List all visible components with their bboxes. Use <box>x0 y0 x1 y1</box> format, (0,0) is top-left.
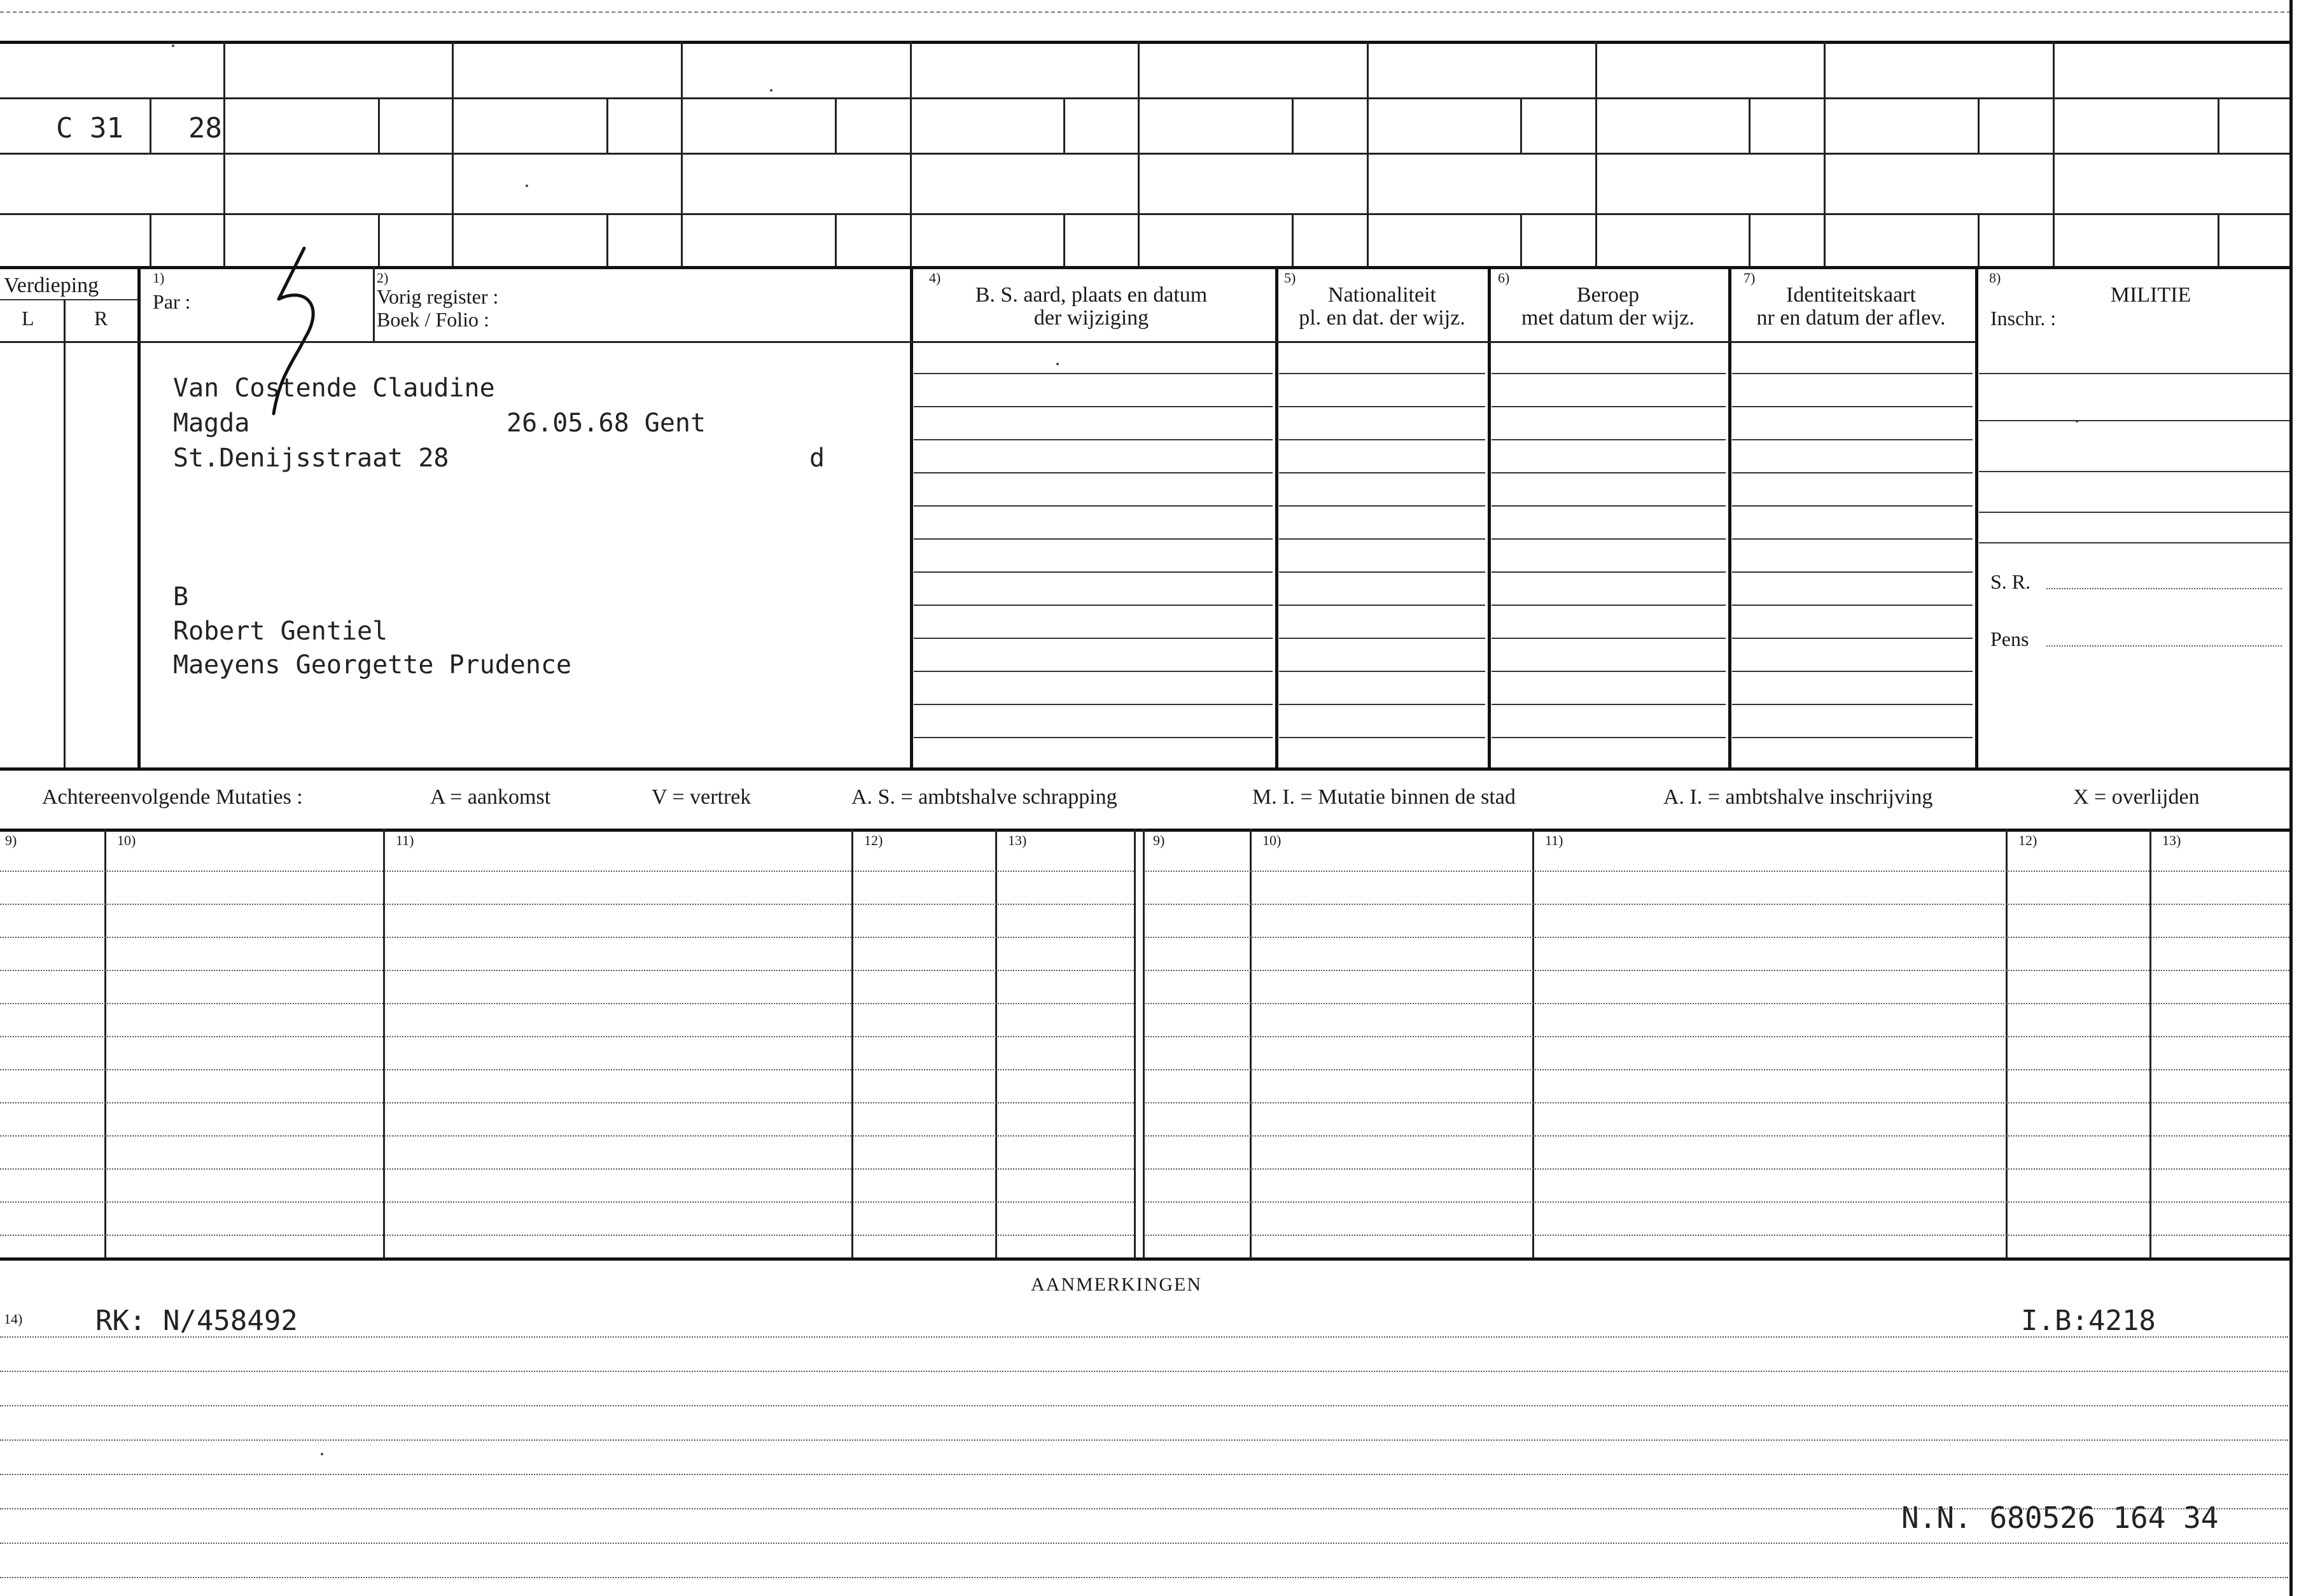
militie-header: MILITIE <box>2110 283 2191 307</box>
field-number: 1) <box>153 270 165 286</box>
ruled-line <box>1279 737 1485 738</box>
ruled-line <box>1732 505 1973 507</box>
ruled-line <box>0 1168 1134 1170</box>
grid-line <box>606 97 608 153</box>
column-number: 11) <box>396 832 414 848</box>
ruled-line <box>1732 373 1973 374</box>
bs-header-line1: B. S. aard, plaats en datum <box>975 283 1208 307</box>
grid-line <box>1749 97 1750 153</box>
ruled-line <box>914 737 1273 738</box>
grid-line <box>378 213 380 266</box>
handwritten-stroke <box>274 248 313 414</box>
ruled-line <box>1279 439 1485 440</box>
par-label: Par : <box>153 290 191 313</box>
ruled-line <box>1279 373 1485 374</box>
mutaties-title: Achtereenvolgende Mutaties : <box>42 785 303 809</box>
ruled-line <box>1492 538 1726 540</box>
left-label: L <box>22 307 34 330</box>
grid-line <box>1975 266 1978 767</box>
beroep-line1: Beroep <box>1576 283 1640 307</box>
ruled-line <box>1492 704 1726 705</box>
ruled-line <box>914 406 1273 407</box>
ruled-line <box>1979 373 2289 374</box>
ruled-line <box>1145 1235 2289 1236</box>
ruled-line <box>1732 439 1973 440</box>
pens-fill-line <box>2046 645 2282 647</box>
ruled-line <box>914 373 1273 374</box>
grid-line <box>1143 829 1145 1257</box>
person-mother: Maeyens Georgette Prudence <box>173 650 572 680</box>
grid-line <box>150 97 151 153</box>
ruled-line <box>1979 420 2289 421</box>
rule <box>0 767 2291 771</box>
ruled-line <box>1279 638 1485 639</box>
person-name-line: Van Costende Claudine <box>173 374 495 403</box>
legend-overlijden: X = overlijden <box>2073 785 2200 809</box>
right-label: R <box>94 307 108 330</box>
grid-line <box>452 41 454 266</box>
nationaliteit-line2: pl. en dat. der wijz. <box>1299 305 1465 330</box>
person-mark: d <box>809 444 825 473</box>
ruled-line <box>0 970 1134 971</box>
column-number: 9) <box>1153 832 1165 848</box>
ruled-line <box>1492 472 1726 473</box>
grid-line <box>383 829 385 1257</box>
grid-line <box>2218 97 2219 153</box>
ib-number: I.B:4218 <box>2021 1305 2156 1337</box>
ruled-line <box>1279 472 1485 473</box>
sr-label: S. R. <box>1990 570 2031 593</box>
ruled-line <box>1279 505 1485 507</box>
column-number: 10) <box>117 832 136 848</box>
verdieping-label: Verdieping <box>4 274 99 297</box>
grid-line <box>1138 41 1140 266</box>
ruled-line <box>1145 1168 2289 1170</box>
ruled-line <box>914 571 1273 573</box>
nationaliteit-line1: Nationaliteit <box>1328 283 1436 307</box>
ruled-line <box>0 904 1134 905</box>
column-number: 11) <box>1545 832 1563 848</box>
ruled-line <box>1145 1201 2289 1203</box>
scan-speck <box>1056 363 1059 365</box>
grid-line <box>378 97 380 153</box>
field-number: 4) <box>929 270 941 286</box>
grid-line <box>1595 41 1597 266</box>
grid-line <box>1250 829 1252 1257</box>
ruled-line <box>1732 671 1973 672</box>
rule <box>0 1257 2291 1261</box>
rule <box>0 153 2291 155</box>
ruled-line <box>1492 439 1726 440</box>
ruled-line <box>914 638 1273 639</box>
ruled-line <box>914 472 1273 473</box>
grid-line <box>1824 41 1826 266</box>
grid-line <box>606 213 608 266</box>
grid-line <box>835 97 837 153</box>
ruled-line <box>914 671 1273 672</box>
card-right-edge <box>2289 0 2293 1596</box>
beroep-header <box>1488 284 1728 329</box>
field-number: 2) <box>377 270 389 286</box>
ruled-line <box>1492 605 1726 606</box>
ruled-line <box>1732 472 1973 473</box>
person-father: Robert Gentiel <box>173 617 388 646</box>
field-number: 8) <box>1989 270 2001 286</box>
ruled-line <box>0 1201 1134 1203</box>
ruled-line <box>0 1508 2288 1509</box>
person-code: B <box>173 582 189 612</box>
grid-line <box>2053 41 2055 266</box>
ruled-line <box>1979 542 2289 543</box>
ruled-line <box>1145 937 2289 938</box>
person-firstname: Magda <box>173 409 250 438</box>
grid-line <box>1063 97 1065 153</box>
scan-edge-line <box>0 11 2291 13</box>
ruled-line <box>1492 373 1726 374</box>
ruled-line <box>0 1474 2288 1475</box>
nationaliteit-header <box>1275 284 1489 329</box>
grid-line <box>1532 829 1534 1257</box>
ruled-line <box>1279 671 1485 672</box>
grid-line <box>2006 829 2008 1257</box>
grid-line <box>681 41 683 266</box>
rule <box>0 41 2291 44</box>
grid-line <box>1978 97 1980 153</box>
ruled-line <box>1732 605 1973 606</box>
sr-fill-line <box>2046 588 2282 589</box>
vorig-register-label: Vorig register : <box>377 285 499 308</box>
column-number: 13) <box>1008 832 1027 848</box>
ruled-line <box>1145 1135 2289 1137</box>
legend-aankomst: A = aankomst <box>430 785 551 809</box>
ruled-line <box>1732 538 1973 540</box>
pens-label: Pens <box>1990 627 2029 650</box>
ruled-line <box>1145 904 2289 905</box>
ruled-line <box>1492 571 1726 573</box>
rule <box>0 266 2291 269</box>
legend-mutatie-binnen-stad: M. I. = Mutatie binnen de stad <box>1252 785 1516 809</box>
ruled-line <box>0 1036 1134 1037</box>
ruled-line <box>1492 737 1726 738</box>
column-number: 10) <box>1262 832 1282 848</box>
grid-line <box>1749 213 1750 266</box>
identiteitskaart-line2: nr en datum der aflev. <box>1756 305 1946 330</box>
ruled-line <box>0 1405 2288 1406</box>
ruled-line <box>1732 737 1973 738</box>
grid-line <box>1978 213 1980 266</box>
legend-vertrek: V = vertrek <box>652 785 751 809</box>
column-number: 12) <box>2018 832 2037 848</box>
scan-speck <box>526 185 528 187</box>
person-birth: 26.05.68 Gent <box>507 409 706 438</box>
scan-speck <box>770 89 772 92</box>
bs-header-line2: der wijziging <box>1033 305 1149 330</box>
top-grid-code: C 31 <box>56 112 123 144</box>
grid-line <box>1292 213 1294 266</box>
ruled-line <box>1145 1102 2289 1103</box>
ruled-line <box>0 871 1134 872</box>
rule <box>0 829 2291 832</box>
nn-number: N.N. 680526 164 34 <box>1901 1501 2219 1535</box>
field-number: 5) <box>1284 270 1296 286</box>
rk-number: RK: N/458492 <box>95 1305 298 1337</box>
ruled-line <box>914 538 1273 540</box>
grid-line <box>2149 829 2151 1257</box>
ruled-line <box>1732 406 1973 407</box>
column-number: 12) <box>864 832 883 848</box>
ruled-line <box>1145 970 2289 971</box>
ruled-line <box>1279 605 1485 606</box>
identiteitskaart-header <box>1728 284 1974 329</box>
ruled-line <box>0 1235 1134 1236</box>
ruled-line <box>1279 704 1485 705</box>
identiteitskaart-line1: Identiteitskaart <box>1786 283 1916 307</box>
grid-line <box>2218 213 2219 266</box>
grid-line <box>1134 829 1136 1257</box>
ruled-line <box>0 1577 2288 1578</box>
ruled-line <box>1145 871 2289 872</box>
grid-line <box>104 829 106 1257</box>
inschr-label: Inschr. : <box>1990 307 2057 330</box>
rule <box>0 299 137 300</box>
ruled-line <box>914 605 1273 606</box>
ruled-line <box>914 505 1273 507</box>
ruled-line <box>0 937 1134 938</box>
grid-line <box>223 41 225 266</box>
aanmerkingen-title: AANMERKINGEN <box>1031 1274 1202 1295</box>
ruled-line <box>1492 638 1726 639</box>
ruled-line <box>0 1439 2288 1441</box>
field-number: 14) <box>4 1311 23 1327</box>
ruled-line <box>0 1135 1134 1137</box>
ruled-line <box>0 1371 2288 1372</box>
grid-line <box>1063 213 1065 266</box>
ruled-line <box>1979 471 2289 472</box>
ruled-line <box>1145 1069 2289 1070</box>
ruled-line <box>1279 406 1485 407</box>
grid-line <box>373 266 375 341</box>
grid-line <box>851 829 853 1257</box>
grid-line <box>1520 213 1522 266</box>
ruled-line <box>1492 505 1726 507</box>
ruled-line <box>1145 1036 2289 1037</box>
ruled-line <box>0 1336 2288 1338</box>
grid-line <box>835 213 837 266</box>
rule <box>0 97 2291 99</box>
ruled-line <box>1732 638 1973 639</box>
ruled-line <box>1279 571 1485 573</box>
grid-line <box>1292 97 1294 153</box>
field-number: 7) <box>1743 270 1756 286</box>
scan-speck <box>172 45 174 47</box>
legend-ambtshalve-inschrijving: A. I. = ambtshalve inschrijving <box>1663 785 1933 809</box>
grid-line <box>64 299 66 767</box>
grid-line <box>150 213 151 266</box>
ruled-line <box>0 1003 1134 1004</box>
ruled-line <box>0 1102 1134 1103</box>
grid-line <box>1520 97 1522 153</box>
ruled-line <box>914 704 1273 705</box>
rule <box>0 213 2291 215</box>
ruled-line <box>1732 571 1973 573</box>
ruled-line <box>0 1069 1134 1070</box>
grid-line <box>910 41 912 266</box>
grid-line <box>1367 41 1369 266</box>
ruled-line <box>914 439 1273 440</box>
ruled-line <box>1279 538 1485 540</box>
legend-ambtshalve-schrapping: A. S. = ambtshalve schrapping <box>851 785 1117 809</box>
person-address: St.Denijsstraat 28 <box>173 444 449 473</box>
ruled-line <box>1732 704 1973 705</box>
field-number: 6) <box>1498 270 1510 286</box>
ruled-line <box>1492 406 1726 407</box>
boek-folio-label: Boek / Folio : <box>377 308 489 331</box>
ruled-line <box>1492 671 1726 672</box>
column-number: 9) <box>5 832 17 848</box>
beroep-line2: met datum der wijz. <box>1521 305 1695 330</box>
ruled-line <box>1145 1003 2289 1004</box>
grid-line <box>995 829 997 1257</box>
handwritten-mark <box>229 242 331 433</box>
top-grid-number: 28 <box>188 112 222 144</box>
ruled-line <box>1979 512 2289 513</box>
column-number: 13) <box>2162 832 2181 848</box>
scan-speck <box>321 1453 323 1455</box>
ruled-line <box>0 1543 2288 1544</box>
bs-header <box>910 284 1273 329</box>
